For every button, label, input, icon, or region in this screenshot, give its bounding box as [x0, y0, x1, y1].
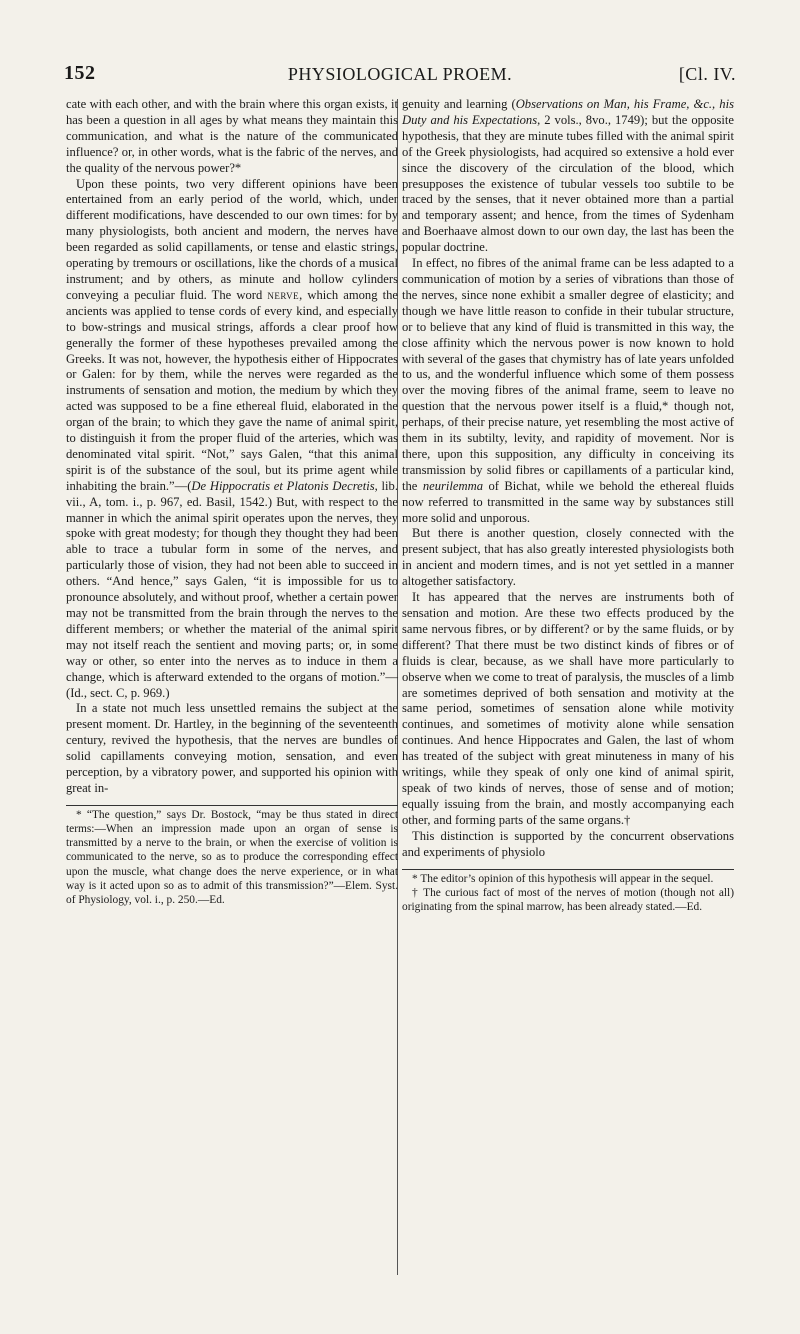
paragraph: Upon these points, two very different opinions have been entertained from an early period of the world, which, under different modifications, have descended to our own times: for by many physiologists, both ancient and modern, the nerves have been regarded as solid capillaments, or tense and elastic strings, operating by tremours or oscillations, like the chords of a musical instrument; and by others, as minute and hollow cylinders conveying a peculiar fluid. The word nerve, which among the ancients was applied to tense cords of every kind, and especially to bow-strings and musical strings, affords a clear proof how generally the former of these hypotheses prevailed among the Greeks. It was not, however, the hypothesis either of Hippocrates or Galen: for by them, while the nerves were regarded as the instruments of sensation and motion, the medium by which they acted was supposed to be a fine ethereal fluid, elaborated in the organ of the brain; to which they gave the name of animal spirit, to distinguish it from the proper fluid of the arteries, which was denominated vital spirit. “Not,” says Galen, “that this animal spirit is of the substance of the soul, but its prime agent while inhabiting the brain.”—(De Hippocratis et Platonis Decretis, lib. vii., A, tom. i., p. 967, ed. Basil, 1542.) But, with respect to the manner in which the animal spirit operates upon the nerves, they spoke with great modesty; for though they thought they had been able to trace a tubular form in some of the nerves, and particularly those of vision, they had not been able to succeed in others. “And hence,” says Galen, “it is impossible for us to pronounce absolutely, and without proof, whether a certain power may not be transmitted from the brain through the nerves to the different members; or whether the material of the animal spirit may not itself reach the sentient and moving parts; or, in some way or other, so enter into the nerves as to induce in them a change, which is afterward extended to the organs of motion.”—(Id., sect. C, p. 969.): [66, 176, 398, 700]
cited-work: De Hippocratis et Platonis Decretis: [191, 478, 375, 493]
term: neurilemma: [422, 478, 484, 493]
paragraph: In a state not much less unsettled remains the subject at the present moment. Dr. Hartley, in the beginning of the seventeenth century, revived the hypothesis, that the nerves are bundles of solid capillaments conveying motion, sensation, and even perception, by a vibratory power, and supported his opinion with great in-: [66, 701, 398, 795]
paragraph: This distinction is supported by the concurrent observations and experiments of physiolo: [402, 828, 734, 859]
right-column: [402, 97, 734, 914]
footnote: * “The question,” says Dr. Bostock, “may be thus stated in direct terms:—When an impression made upon an organ of sense is transmitted by a nerve to the brain, or when the exercise of volition is communicated to the nerve, so as to produce the corresponding effect upon the muscle, what change does the nerve experience, or in what way is it acted upon so as to admit of this transmission?”—Elem. Syst. of Physiology, vol. i., p. 250.—Ed.: [66, 808, 398, 907]
footnotes: [66, 805, 398, 907]
paragraph: cate with each other, and with the brain where this organ exists, it has been a question in all ages by what means they maintain this communication, and what is the nature of the communicated influence? or, in other words, what is the fabric of the nerves, and the quality of the nervous power?*: [66, 97, 398, 175]
small-caps-term: nerve: [267, 287, 300, 302]
footnote: * The editor’s opinion of this hypothesis will appear in the sequel.: [412, 872, 714, 885]
paragraph: genuity and learning (Observations on Man, his Frame, &c., his Duty and his Expectations, 2 vols., 8vo., 1749); but the opposite hypothesis, that they are minute tubes filled with the animal spirit of the Greek physiologists, had acquired so extensive a hold ever since the discovery of the circulation of the blood, which presupposes the existence of tubular vessels too subtile to be traced by the senses, that it never obtained more than a partial and temporary assent; and hence, from the times of Sydenham and Boerhaave almost down to our own day, the last has been the popular doctrine.: [402, 97, 734, 255]
footnote-rule: [66, 805, 398, 806]
page-number: 152: [64, 62, 96, 84]
paragraph: But there is another question, closely connected with the present subject, that has also greatly interested physiologists both in ancient and modern times, and is not yet settled in a manner altogether satisfactory.: [402, 526, 734, 589]
footnote-rule: [402, 869, 734, 870]
footnotes: [402, 869, 734, 915]
left-column: [66, 97, 398, 907]
cited-work: Observations on Man, his Frame, &c., his Duty and his Expectations: [402, 97, 734, 127]
footnote: † The curious fact of most of the nerves of motion (though not all) originating from the spinal marrow, has been already stated.—Ed.: [402, 886, 734, 913]
paragraph: In effect, no fibres of the animal frame can be less adapted to a communication of motion by a series of vibrations than those of the nerves, since none exhibit a smaller degree of elasticity; and though we have little reason to confide in their tubular structure, or to believe that any kind of fluid is transmitted in this way, the close affinity which the nervous power is now known to hold with several of the gases that chymistry has of late years unfolded to us, and the wonderful influence which some of them possess over the moving fibres of the animal frame, seem to leave no question that the nervous power itself is a fluid,* though not, perhaps, of their precise nature, yet resembling the most active of them in its subtilty, levity, and rapidity of movement. Nor is there, upon this supposition, any difficulty in conceiving its transmission by solid fibres or capillaments of a particular kind, the neurilemma of Bichat, while we behold the ethereal fluids now referred to transmitted in the same way by substances still more solid and unporous.: [402, 256, 734, 525]
chapter-label: [Cl. IV.: [678, 64, 736, 84]
running-header: [64, 62, 736, 86]
paragraph: It has appeared that the nerves are instruments both of sensation and motion. Are these two effects produced by the same nervous fibres, or by different? or by the same fluids, or by different? That there must be two distinct kinds of fibres or of fluids is clear, because, as we shall have more particularly to observe when we come to treat of paralysis, the muscles of a limb are sometimes deprived of both sensation and motivity at the same period, sometimes of sensation alone while motivity continues, and sometimes of motivity alone while sensation continues. And hence Hippocrates and Galen, the last of whom has treated of the subject with great minuteness in many of his writings, while they speak of only one kind of animal spirit, speak of two kinds of nerves, those of sense and of motion; equally issuing from the brain, and mostly accompanying each other, and forming parts of the same organs.†: [402, 590, 734, 827]
running-title: PHYSIOLOGICAL PROEM.: [287, 64, 513, 84]
